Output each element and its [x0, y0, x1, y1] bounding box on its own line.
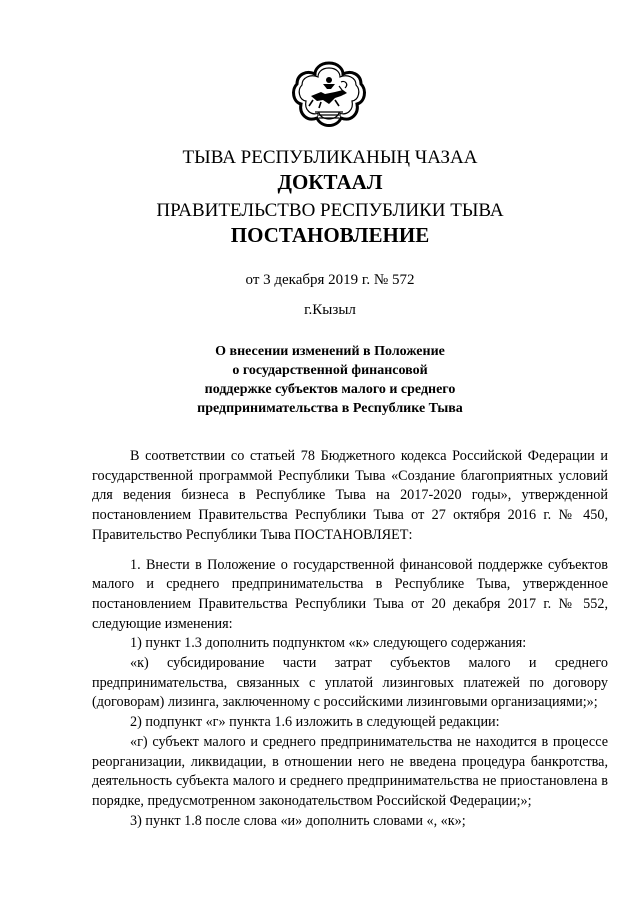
subject-line: о государственной финансовой — [232, 363, 428, 378]
subitem-1-paragraph: 1) пункт 1.3 дополнить подпунктом «к» следующего содержания: — [130, 635, 527, 652]
subitem-2-paragraph: 2) подпункт «г» пункта 1.6 изложить в следующей редакции: — [130, 714, 500, 731]
subitem-1-text-paragraph: «к) субсидирование части затрат субъектов малого и среднего предпринимательства, связанных с уплатой лизинговых платежей по договору (договорам) лизинга, заключенному с российскими лизинговыми организациями;»; — [92, 655, 608, 711]
header-tuvan-government: ТЫВА РЕСПУБЛИКАНЫҢ ЧАЗАА — [182, 147, 478, 168]
subitem-2-text-paragraph: «г) субъект малого и среднего предпринимательства не находится в процессе реорганизации, ликвидации, в отношении него не введена процедура банкротства, деятельность субъекта малого и среднего предпринимательства не приостановлена в порядке, предусмотренном законодательством Российской Федерации;»; — [92, 733, 608, 809]
document-date-number: от 3 декабря 2019 г. № 572 — [245, 272, 415, 288]
document-type-title: ПОСТАНОВЛЕНИЕ — [230, 223, 430, 247]
document-city: г.Кызыл — [304, 302, 356, 318]
subject-line: О внесении изменений в Положение — [215, 344, 445, 359]
document-subject — [0, 342, 640, 418]
document-body — [92, 447, 608, 831]
header-tuvan-resolution: ДОКТААЛ — [277, 170, 383, 194]
subject-line: поддержке субъектов малого и среднего — [204, 382, 456, 397]
item-1-paragraph: 1. Внести в Положение о государственной финансовой поддержке субъектов малого и среднего предпринимательства в Республике Тыва, утвержденное постановлением Правительства Республики Тыва от 20 декабря 2017 г. № 552, следующие изменения: — [92, 556, 608, 632]
header-government-title: ПРАВИТЕЛЬСТВО РЕСПУБЛИКИ ТЫВА — [156, 200, 504, 221]
coat-of-arms-emblem — [289, 60, 369, 132]
subitem-3-paragraph: 3) пункт 1.8 после слова «и» дополнить словами «, «к»; — [130, 812, 466, 829]
subject-line: предпринимательства в Республике Тыва — [197, 401, 463, 416]
preamble-paragraph: В соответствии со статьей 78 Бюджетного кодекса Российской Федерации и государственной программой Республики Тыва «Создание благоприятных условий для ведения бизнеса в Республике Тыва на 2017-2020 годы», утвержденной постановлением Правительства Республики Тыва от 27 октября 2016 г. № 450, Правительство Республики Тыва ПОСТАНОВЛЯЕТ: — [92, 448, 608, 543]
